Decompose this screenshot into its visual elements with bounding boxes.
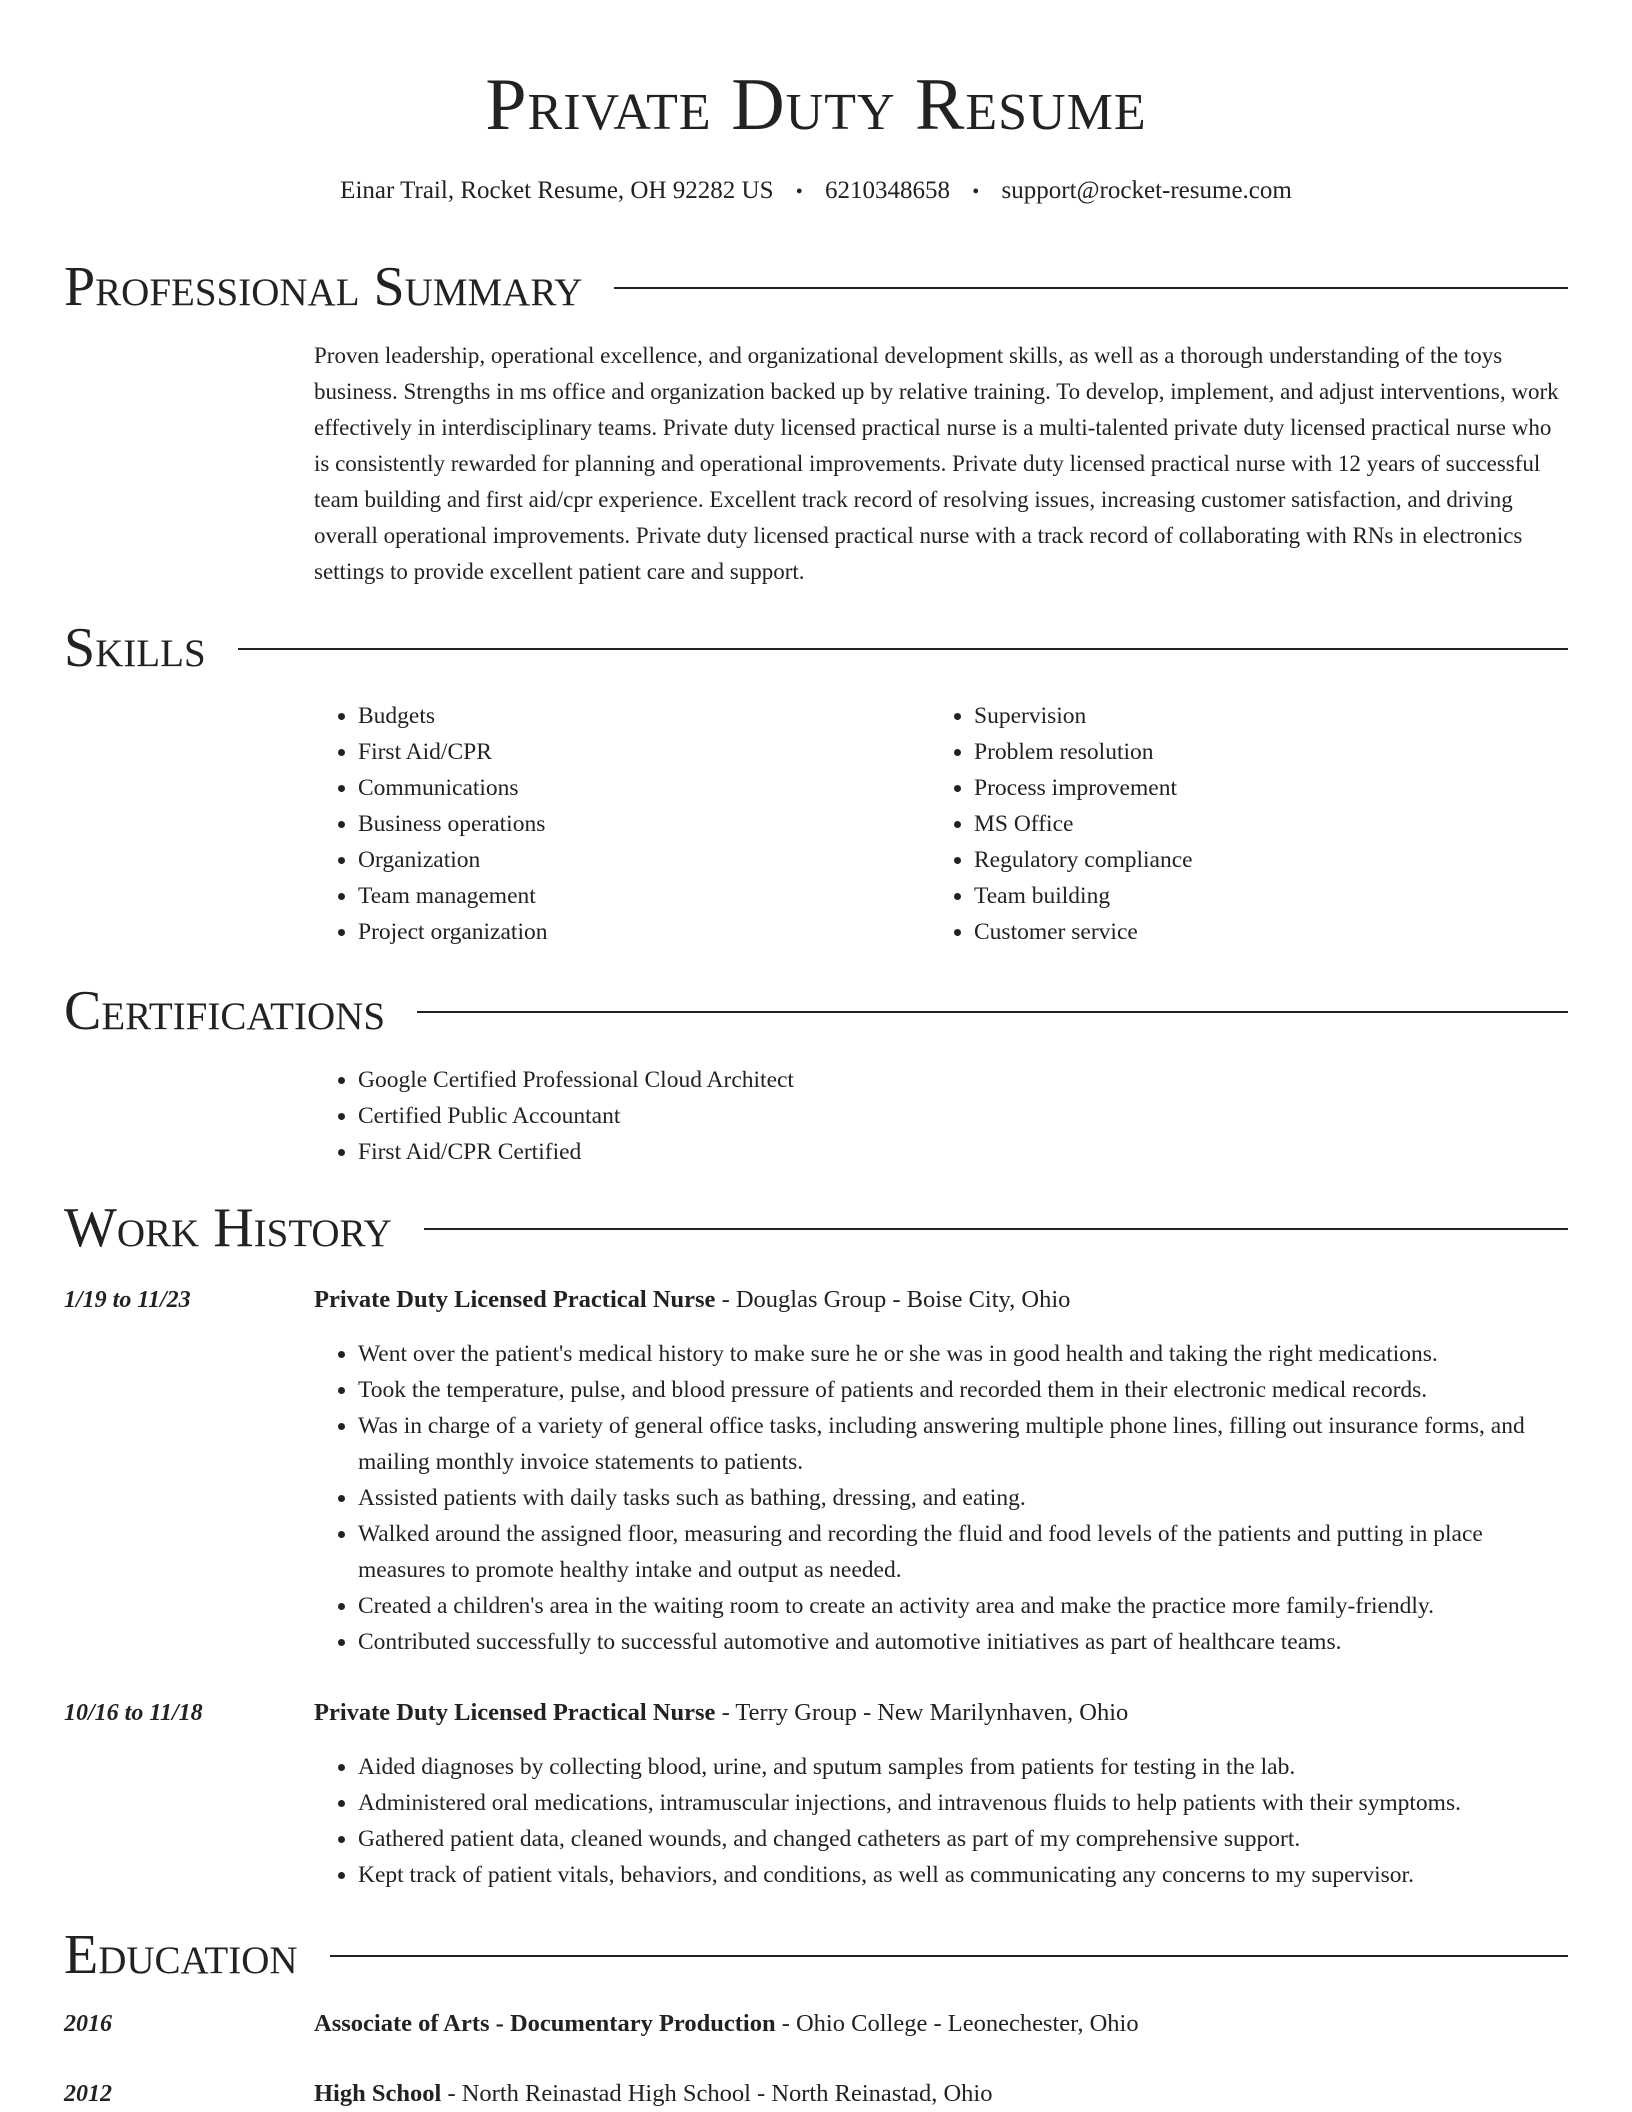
- education-heading: [314, 2006, 1568, 2042]
- work-bullet: • Aided diagnoses by collecting blood, urine, and sputum samples from patients for testing in the lab.: [358, 1749, 1568, 1785]
- email: support@rocket-resume.com: [1001, 177, 1292, 204]
- section-divider: [417, 1011, 1568, 1013]
- work-bullet: • Assisted patients with daily tasks such as bathing, dressing, and eating.: [358, 1480, 1568, 1516]
- work-bullet: • Administered oral medications, intramuscular injections, and intravenous fluids to help patients with their symptoms.: [358, 1785, 1568, 1821]
- skill-item: • Team building: [974, 878, 1534, 914]
- job-title: Private Duty Licensed Practical Nurse: [314, 1286, 716, 1313]
- work-bullet: • Created a children's area in the waiting room to create an activity area and make the practice more family-friendly.: [358, 1588, 1568, 1624]
- section-title: Certifications: [64, 980, 386, 1042]
- section-skills: [64, 613, 1568, 683]
- work-bullets: [314, 1336, 1568, 1660]
- work-bullet: • Contributed successfully to successful automotive and automotive initiatives as part of healthcare teams.: [358, 1624, 1568, 1660]
- section-work-history: [64, 1193, 1568, 1263]
- skills-column-left: [314, 698, 918, 950]
- work-bullet: • Was in charge of a variety of general office tasks, including answering multiple phone lines, filling out insurance forms, and mailing monthly invoice statements to patients.: [358, 1408, 1568, 1480]
- separator-dot: •: [795, 181, 803, 203]
- work-dates: 10/16 to 11/18: [64, 1700, 203, 1726]
- certifications-bullets: [314, 1062, 1558, 1170]
- section-divider: [238, 648, 1568, 650]
- skills-list: [0, 698, 1568, 958]
- page-title: Private Duty Resume: [485, 64, 1147, 146]
- certification-item: • First Aid/CPR Certified: [358, 1134, 1558, 1170]
- skill-item: • Business operations: [358, 806, 918, 842]
- job-details: - Douglas Group - Boise City, Ohio: [715, 1286, 1071, 1313]
- section-education: [64, 1920, 1568, 1990]
- skill-item: • Process improvement: [974, 770, 1534, 806]
- skill-item: • Team management: [358, 878, 918, 914]
- skill-item: • Customer service: [974, 914, 1534, 950]
- section-title: Professional Summary: [64, 256, 583, 318]
- skill-item: • Organization: [358, 842, 918, 878]
- skill-item: • Problem resolution: [974, 734, 1534, 770]
- work-bullet-list: [314, 1336, 1568, 1660]
- section-divider: [424, 1228, 1568, 1230]
- section-title: Skills: [64, 617, 206, 679]
- work-dates: 1/19 to 11/23: [64, 1287, 191, 1313]
- section-divider: [330, 1955, 1568, 1957]
- work-bullet: • Took the temperature, pulse, and blood pressure of patients and recorded them in their electronic medical records.: [358, 1372, 1568, 1408]
- skill-item: • MS Office: [974, 806, 1534, 842]
- work-bullet: • Walked around the assigned floor, measuring and recording the fluid and food levels of the patients and putting in place measures to promote healthy intake and output as needed.: [358, 1516, 1568, 1588]
- skill-item: • Regulatory compliance: [974, 842, 1534, 878]
- section-professional-summary: [64, 252, 1568, 322]
- degree: Associate of Arts - Documentary Production: [314, 2010, 776, 2037]
- job-title: Private Duty Licensed Practical Nurse: [314, 1699, 716, 1726]
- education-year: 2016: [64, 2011, 112, 2037]
- section-divider: [614, 287, 1568, 289]
- work-bullet: • Went over the patient's medical history to make sure he or she was in good health and taking the right medications.: [358, 1336, 1568, 1372]
- school-details: - North Reinastad High School - North Reinastad, Ohio: [441, 2080, 993, 2107]
- work-heading: [314, 1695, 1568, 1731]
- summary-paragraph: Proven leadership, operational excellence, and organizational development skills, as well as a thorough understanding of the toys business. Strengths in ms office and organization backed up by relative training. To develop, implement, and adjust interventions, work effectively in interdisciplinary teams. Private duty licensed practical nurse is a multi-talented private duty licensed practical nurse who is consistently rewarded for planning and operational improvements. Private duty licensed practical nurse with 12 years of successful team building and first aid/cpr experience. Excellent track record of resolving issues, increasing customer satisfaction, and driving overall operational improvements. Private duty licensed practical nurse with a track record of collaborating with RNs in electronics settings to provide excellent patient care and support.: [314, 343, 1559, 584]
- separator-dot: •: [972, 181, 980, 203]
- certification-item: • Google Certified Professional Cloud Architect: [358, 1062, 1558, 1098]
- certification-item: • Certified Public Accountant: [358, 1098, 1558, 1134]
- section-title: Education: [64, 1924, 298, 1986]
- skill-item: • First Aid/CPR: [358, 734, 918, 770]
- work-bullet: • Kept track of patient vitals, behaviors, and conditions, as well as communicating any concerns to my supervisor.: [358, 1857, 1568, 1893]
- work-bullets: [314, 1749, 1568, 1893]
- section-title: Work History: [64, 1197, 392, 1259]
- education-heading: [314, 2076, 1568, 2112]
- skill-item: • Budgets: [358, 698, 918, 734]
- school-details: - Ohio College - Leonechester, Ohio: [775, 2010, 1139, 2037]
- contact-info: [0, 173, 1632, 210]
- skill-item: • Communications: [358, 770, 918, 806]
- section-certifications: [64, 976, 1568, 1046]
- work-bullet-list: [314, 1749, 1568, 1893]
- degree: High School: [314, 2080, 442, 2107]
- skills-column-right: [930, 698, 1534, 950]
- work-bullet: • Gathered patient data, cleaned wounds, and changed catheters as part of my comprehensive support.: [358, 1821, 1568, 1857]
- job-details: - Terry Group - New Marilynhaven, Ohio: [715, 1699, 1129, 1726]
- work-heading: [314, 1282, 1568, 1318]
- skill-item: • Supervision: [974, 698, 1534, 734]
- education-year: 2012: [64, 2081, 112, 2107]
- phone: 6210348658: [825, 177, 951, 204]
- address: Einar Trail, Rocket Resume, OH 92282 US: [340, 177, 774, 204]
- skill-item: • Project organization: [358, 914, 918, 950]
